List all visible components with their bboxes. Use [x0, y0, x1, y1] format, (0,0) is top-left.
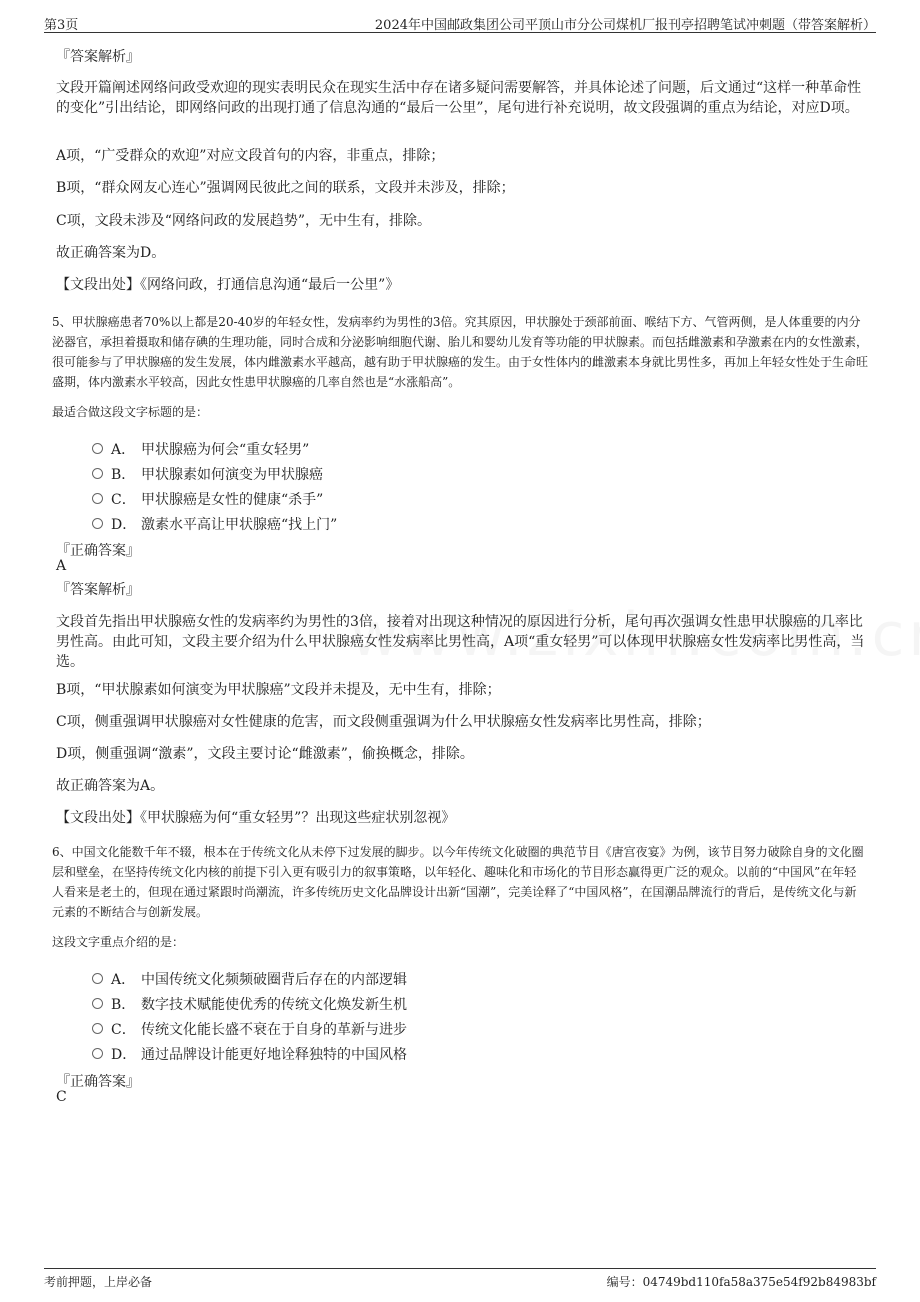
footer-slogan: 考前押题，上岸必备: [44, 1275, 153, 1289]
document-title: 2024年中国邮政集团公司平顶山市分公司煤机厂报刊亭招聘笔试冲刺题（带答案解析）: [374, 18, 876, 33]
analysis-option-a: A项，“广受群众的欢迎”对应文段首句的内容，非重点，排除；: [56, 148, 445, 164]
radio-icon[interactable]: [92, 998, 103, 1009]
analysis-option-b: B项，“群众网友心连心”强调网民彼此之间的联系，文段并未涉及，排除；: [56, 180, 515, 196]
analysis-text: 文段开篇阐述网络问政受欢迎的现实表明民众在现实生活中存在诸多疑问需要解答，并具体论述了问题，后文通过“这样一种革命性的变化”引出结论，即网络问政的出现打通了信息沟通的“最后一公里”，尾句进行补充说明，故文段强调的重点为结论，对应D项。: [56, 80, 862, 116]
question-5-prompt: 最适合做这段文字标题的是：: [52, 405, 209, 419]
q5-option-a[interactable]: A． 甲状腺癌为何会“重女轻男”: [92, 439, 309, 459]
analysis-option-b: B项，“甲状腺素如何演变为甲状腺癌”文段并未提及，无中生有，排除；: [56, 682, 501, 698]
question-6-prompt: 这段文字重点介绍的是：: [52, 935, 185, 949]
correct-answer: A: [56, 558, 67, 574]
q5-option-b[interactable]: B． 甲状腺素如何演变为甲状腺癌: [92, 464, 323, 484]
answer-tag: 『正确答案』: [56, 1074, 140, 1090]
page-number: 第3页: [44, 18, 79, 33]
q5-option-d[interactable]: D． 激素水平高让甲状腺癌“找上门”: [92, 514, 337, 534]
analysis-option-c: C项，侧重强调甲状腺癌对女性健康的危害，而文段侧重强调为什么甲状腺癌女性发病率比男性高，排除；: [56, 714, 711, 730]
radio-icon[interactable]: [92, 443, 103, 454]
answer-tag: 『正确答案』: [56, 543, 140, 559]
q6-option-a[interactable]: A． 中国传统文化频频破圈背后存在的内部逻辑: [92, 969, 407, 989]
q5-option-c[interactable]: C． 甲状腺癌是女性的健康“杀手”: [92, 489, 323, 509]
analysis-option-d: D项，侧重强调“激素”，文段主要讨论“雌激素”，偷换概念，排除。: [56, 746, 474, 762]
radio-icon[interactable]: [92, 1048, 103, 1059]
q6-option-d[interactable]: D． 通过品牌设计能更好地诠释独特的中国风格: [92, 1044, 407, 1064]
correct-answer: C: [56, 1089, 67, 1105]
question-6-stem: 6、中国文化能数千年不辍，根本在于传统文化从未停下过发展的脚步。以今年传统文化破圈的典范节目《唐宫夜宴》为例，该节目努力破除自身的文化圈层和壁垒，在坚持传统文化内核的前提下引入更有吸引力的叙事策略，以年轻化、趣味化和市场化的节目形态赢得更广泛的观众。以前的“中国风”在年轻人看来是老土的，但现在通过紧跟时尚潮流，许多传统历史文化品牌设计出新“国潮”，完美诠释了“中国风格”，在国潮品牌流行的背后，是传统文化与新元素的不断结合与创新发展。: [52, 845, 864, 919]
source-citation: 【文段出处】《甲状腺癌为何“重女轻男”？出现这些症状别忽视》: [56, 810, 456, 826]
page-footer: [44, 1268, 876, 1291]
conclusion: 故正确答案为A。: [56, 778, 165, 794]
document-id: 编号：04749bd110fa58a375e54f92b84983bf: [606, 1275, 876, 1289]
page-header: [44, 12, 876, 33]
q6-option-c[interactable]: C． 传统文化能长盛不衰在于自身的革新与进步: [92, 1019, 407, 1039]
radio-icon[interactable]: [92, 973, 103, 984]
analysis-text: 文段首先指出甲状腺癌女性的发病率约为男性的3倍，接着对出现这种情况的原因进行分析，尾句再次强调女性患甲状腺癌的几率比男性高。由此可知，文段主要介绍为什么甲状腺癌女性发病率比男性高，A项“重女轻男”可以体现甲状腺癌女性发病率比男性高，当选。: [56, 614, 865, 670]
analysis-option-c: C项，文段未涉及“网络问政的发展趋势”，无中生有，排除。: [56, 213, 432, 229]
radio-icon[interactable]: [92, 1023, 103, 1034]
conclusion: 故正确答案为D。: [56, 245, 166, 261]
analysis-tag: 『答案解析』: [56, 49, 140, 65]
analysis-tag: 『答案解析』: [56, 582, 140, 598]
radio-icon[interactable]: [92, 493, 103, 504]
q6-option-b[interactable]: B． 数字技术赋能使优秀的传统文化焕发新生机: [92, 994, 407, 1014]
question-5-stem: 5、甲状腺癌患者70%以上都是20-40岁的年轻女性，发病率约为男性的3倍。究其原因，甲状腺处于颈部前面、喉结下方、气管两侧，是人体重要的内分泌器官，承担着摄取和储存碘的生理功能，同时合成和分泌影响细胞代谢、胎儿和婴幼儿发育等功能的甲状腺素。而包括雌激素和孕激素在内的女性激素，很可能参与了甲状腺癌的发生发展，体内雌激素水平越高，越有助于甲状腺癌的发生。由于女性体内的雌激素本身就比男性多，再加上年轻女性处于生命旺盛期，体内激素水平较高，因此女性患甲状腺癌的几率自然也是“水涨船高”。: [52, 315, 869, 389]
radio-icon[interactable]: [92, 518, 103, 529]
radio-icon[interactable]: [92, 468, 103, 479]
source-citation: 【文段出处】《网络问政，打通信息沟通“最后一公里”》: [56, 277, 400, 293]
